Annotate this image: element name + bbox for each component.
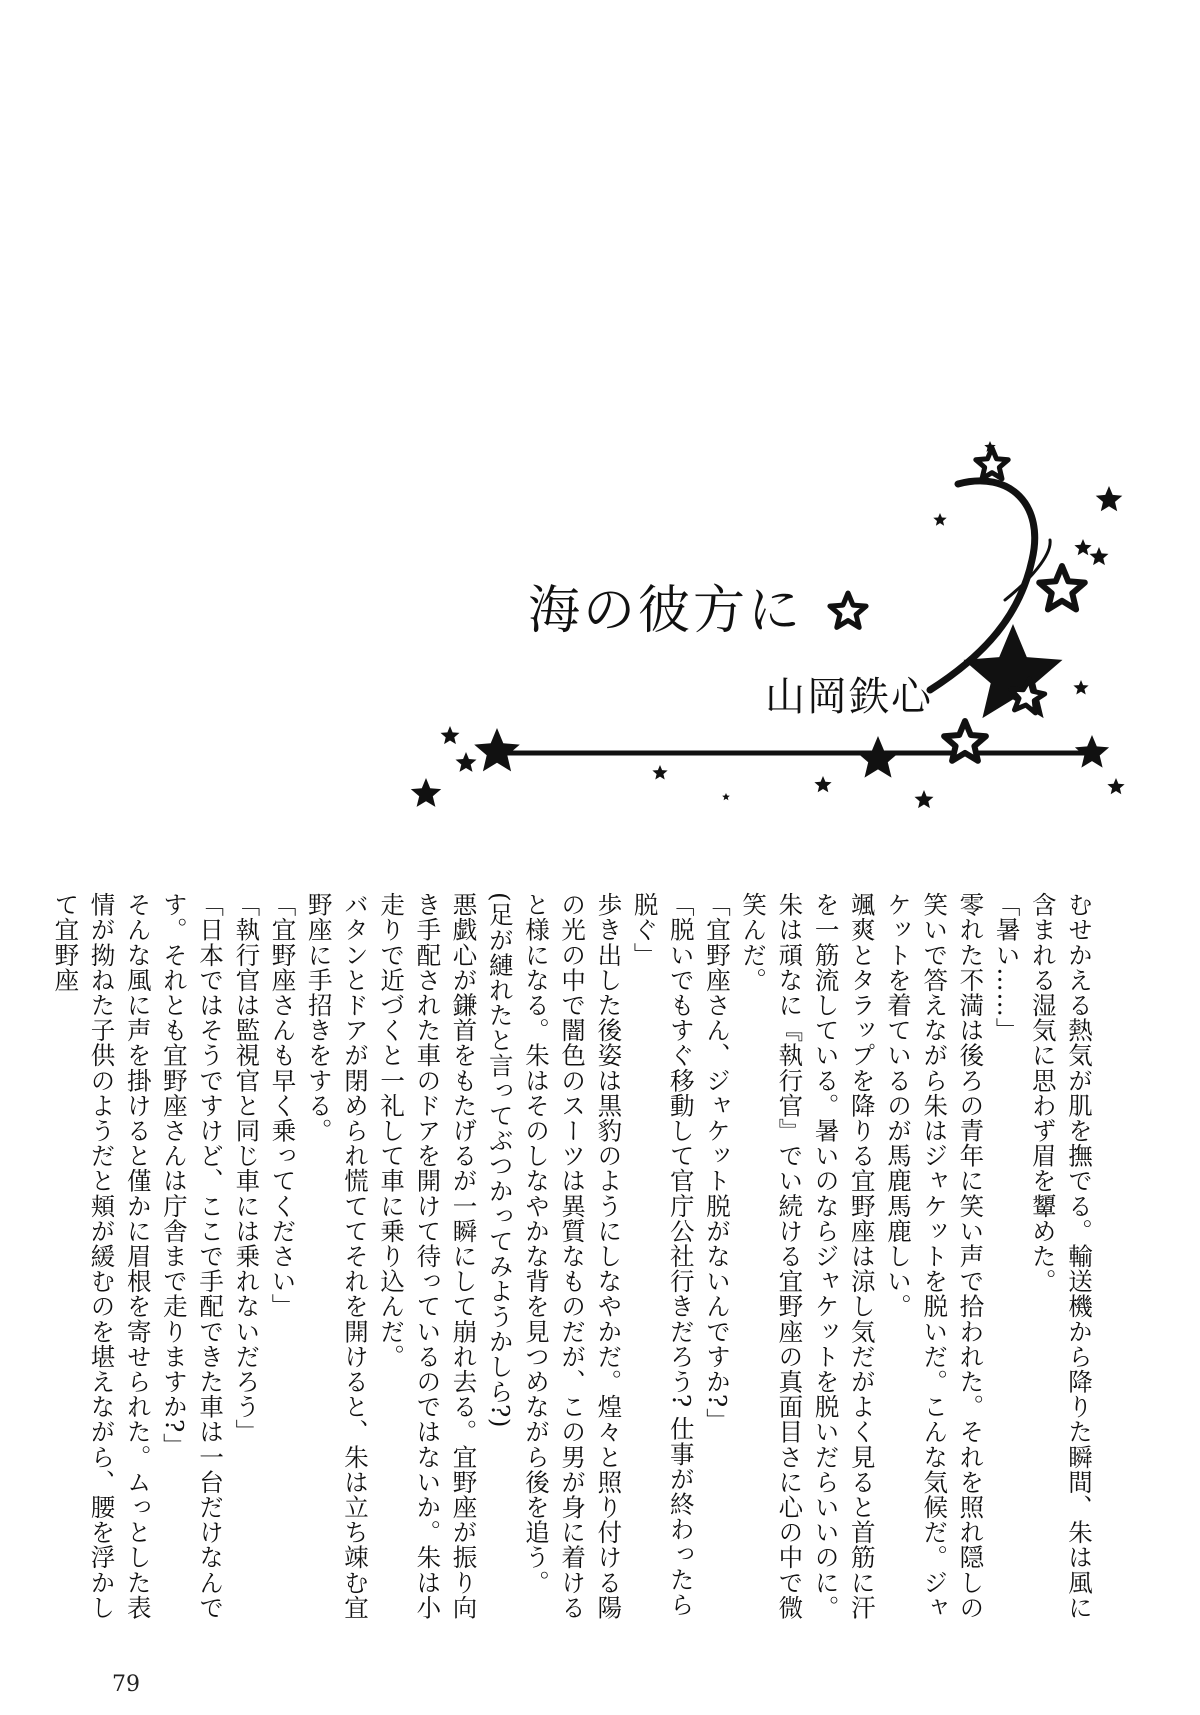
star-icon [830,593,866,627]
page-number: 79 [112,1672,140,1697]
star-icon [1096,486,1123,511]
author-name: 山岡鉄心 [765,674,933,720]
paragraph: そんな風に声を掛けると僅かに眉根を寄せられた。ムっとした表情が拗ねた子供のようだと頬が緩むのを堪えながら、腰を浮かして宜野座 [51,892,153,1620]
paragraph: 「執行官は監視官と同じ車には乗れないだろう」 [232,892,262,1445]
paragraph: (足が縺れたと言ってぶつかってみようかしら?) [485,892,515,1429]
story-title: 海の彼方に [528,581,804,641]
star-icon [1107,778,1124,794]
star-icon [814,776,831,792]
star-icon [964,624,1063,718]
paragraph: 「脱いでもすぐ移動して官庁公社行きだろう? 仕事が終わったら脱ぐ」 [630,892,696,1617]
paragraph: むせかえる熱気が肌を撫でる。輸送機から降りた瞬間、朱は風に含まれる湿気に思わず眉を顰めた。 [1028,892,1094,1620]
star-icon [915,790,934,808]
star-icon [933,513,946,526]
star-icon [976,448,1008,479]
star-icon [441,726,460,744]
paragraph: 「暑い……」 [992,892,1022,1043]
paragraph: バタンとドアが閉められ慌ててそれを開けると、朱は立ち竦む宜野座に手招きをする。 [304,892,370,1620]
star-icon [652,765,667,780]
star-icon [856,736,900,778]
paragraph: 「日本ではそうですけど、ここで手配できた車は一台だけなんです。それとも宜野座さんは庁舎まで走りますか?」 [159,892,226,1620]
star-icon [722,793,730,800]
star-icon [1075,735,1109,768]
body-text [51,892,1097,1634]
paragraph: 零れた不満は後ろの青年に笑い声で拾われた。それを照れ隠しの笑いで答えながら朱はジャケットを脱いだ。こんな気候だ。ジャケットを着ているのが馬鹿馬鹿しい。 [883,892,986,1620]
star-icon [1073,680,1088,695]
star-icon [1074,539,1091,555]
paragraph: 歩き出した後姿は黒豹のようにしなやかだ。煌々と照り付ける陽の光の中で闇色のスーツは異質なものだが、この男が身に着けると様になる。朱はそのしなやかな背を見つめながら後を追う。 [521,892,624,1620]
star-icon [411,778,441,807]
star-icon [1039,566,1085,609]
star-icon [1090,547,1109,565]
paragraph: 悪戯心が鎌首をもたげるが一瞬にして崩れ去る。宜野座が振り向き手配された車のドアを開けて待っているのではないか。朱は小走りで近づくと一礼して車に乗り込んだ。 [377,892,479,1620]
paragraph: 「宜野座さん、ジャケット脱がないんですか?」 [702,892,732,1433]
star-icon [474,728,520,771]
paragraph: 颯爽とタラップを降りる宜野座は涼し気だがよく見ると首筋に汗を一筋流している。暑いのならジャケットを脱いだらいいのに。朱は頑なに『執行官』でい続ける宜野座の真面目さに心の中で微笑んだ。 [739,892,877,1620]
paragraph: 「宜野座さんも早く乗ってください」 [268,892,298,1319]
star-icon [456,752,477,772]
